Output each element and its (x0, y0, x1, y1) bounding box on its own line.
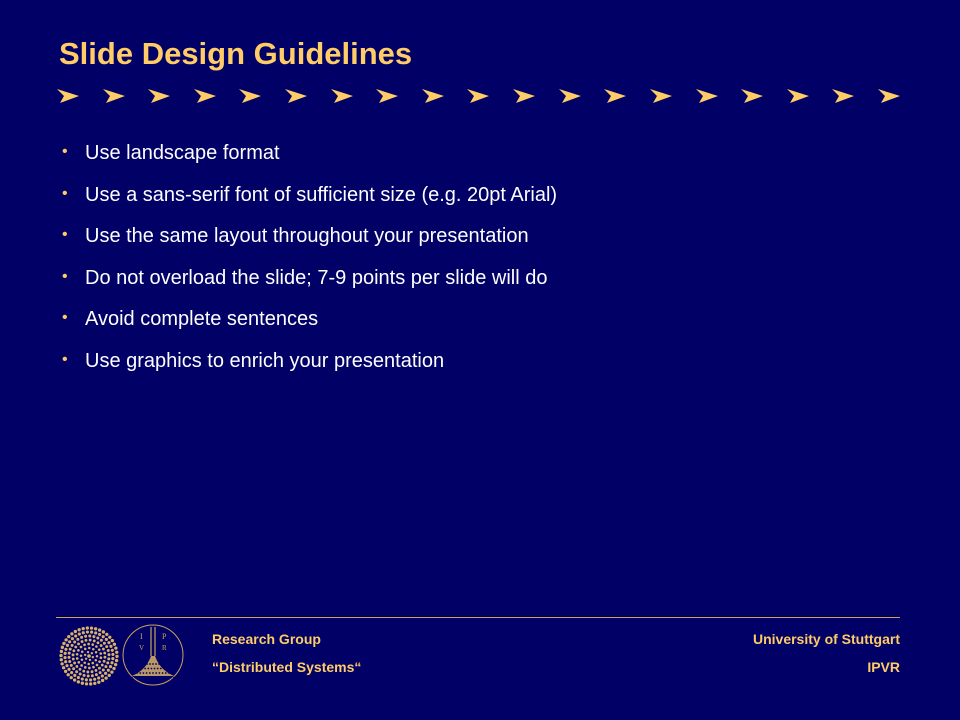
arrow-divider (56, 86, 901, 106)
arrow-right-icon (193, 86, 217, 106)
bullet-icon: • (62, 350, 68, 368)
bullet-text: Use a sans-serif font of sufficient size (e.g. 20pt Arial) (85, 183, 558, 206)
ipvr-logo-icon (122, 622, 184, 688)
arrow-right-icon (740, 86, 764, 106)
university-logo-icon (58, 625, 120, 687)
footer-group-name: Research Group (212, 631, 321, 647)
arrow-right-icon (284, 86, 308, 106)
arrow-right-icon (238, 86, 262, 106)
bullet-icon: • (62, 267, 68, 285)
bullet-text: Use landscape format (85, 142, 280, 164)
arrow-right-icon (558, 86, 582, 106)
bullet-text: Use the same layout throughout your presentation (85, 225, 529, 248)
footer-institute: IPVR (867, 659, 900, 675)
arrow-right-icon (786, 86, 810, 106)
arrow-right-icon (466, 86, 490, 106)
logo-letter: V (139, 644, 145, 652)
arrow-right-icon (512, 86, 536, 106)
bullet-text: Do not overload the slide; 7-9 points per slide will do (85, 266, 548, 289)
bullet-icon: • (62, 309, 68, 327)
arrow-right-icon (147, 86, 171, 106)
bullet-text: Use graphics to enrich your presentation (85, 349, 445, 372)
bullet-icon: • (62, 184, 68, 202)
logo-letter: P (162, 632, 167, 641)
arrow-right-icon (102, 86, 126, 106)
arrow-right-icon (330, 86, 354, 106)
bullet-icon: • (62, 226, 68, 244)
arrow-right-icon (877, 86, 901, 106)
logo-letter: I (140, 632, 143, 641)
footer-university: University of Stuttgart (752, 631, 900, 647)
footer-divider (56, 617, 900, 618)
arrow-right-icon (695, 86, 719, 106)
slide-title: Slide Design Guidelines (59, 36, 413, 71)
bullet-text: Avoid complete sentences (85, 308, 319, 331)
logo-letter: R (162, 644, 167, 652)
arrow-right-icon (375, 86, 399, 106)
arrow-right-icon (56, 86, 80, 106)
footer-group-subtitle: “Distributed Systems“ (212, 659, 362, 675)
arrow-right-icon (421, 86, 445, 106)
arrow-right-icon (649, 86, 673, 106)
arrow-right-icon (831, 86, 855, 106)
bullet-icon: • (62, 143, 68, 160)
arrow-right-icon (603, 86, 627, 106)
